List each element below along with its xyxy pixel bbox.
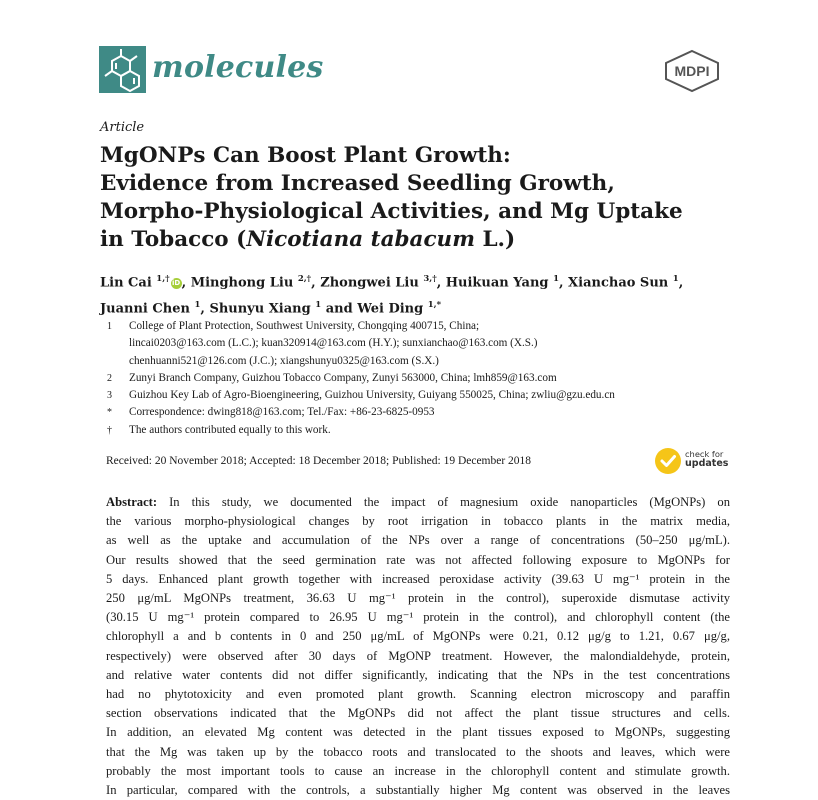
mdpi-logo <box>663 49 721 93</box>
author-name[interactable]: Xianchao Sun <box>568 275 669 291</box>
author-name[interactable]: Zhongwei Liu <box>320 275 419 291</box>
author-sup: 3,† <box>423 274 437 284</box>
author-sup: 1 <box>672 274 679 284</box>
author-list <box>100 268 720 321</box>
affiliation-line: Guizhou Key Lab of Agro-Bioengineering, Guizhou University, Guiyang 550025, China; zwliu@gzu.edu.cn <box>129 389 615 402</box>
author-sep: , <box>436 275 442 291</box>
author-sup: 2,† <box>297 274 312 284</box>
author-sup: 1 <box>315 300 322 311</box>
abstract-line: (30.15 U mg⁻¹ protein compared to 26.95 U mg⁻¹ protein in the control), and chlorophyll content (the <box>106 610 730 625</box>
article-title <box>100 142 720 254</box>
affiliation-mark: † <box>107 424 112 436</box>
abstract-line: probably the most important tools to cause an increase in the chlorophyll content and stimulate growth. <box>106 763 730 778</box>
affiliation-item <box>100 370 740 387</box>
abstract-line: had no phytotoxicity and even promoted plant growth. Scanning electron microscopy and paraffin <box>106 687 730 702</box>
abstract-line: 5 days. Enhanced plant growth together with increased peroxidase activity (39.63 U mg⁻¹ protein in the <box>106 571 730 586</box>
check-updates-icon <box>655 448 681 474</box>
author-name[interactable]: Minghong Liu <box>190 275 294 291</box>
journal-name: molecules <box>152 50 324 85</box>
author-sep: , <box>311 275 316 291</box>
title-line: MgONPs Can Boost Plant Growth: <box>100 143 511 168</box>
abstract-line: 250 μg/mL MgONPs treatment, 36.63 U mg⁻¹ protein in the control), superoxide dismutase activity <box>106 591 730 606</box>
abstract-line: Our results showed that the seed germination rate was not affected following exposure to MgONPs for <box>106 552 730 567</box>
abstract-line: In particular, compared with the controls, a substantially higher Mg content was observed in the leaves <box>106 783 730 798</box>
author-sep: , <box>200 301 205 317</box>
abstract-text: In this study, we documented the impact of magnesium oxide nanoparticles (MgONPs) on <box>157 495 730 509</box>
journal-logo-icon <box>99 46 146 93</box>
author-sep: , <box>181 275 187 291</box>
author-name[interactable]: Lin Cai <box>100 275 152 291</box>
check-updates-line1: check for <box>685 449 724 459</box>
abstract <box>106 493 730 800</box>
orcid-icon[interactable]: iD <box>172 279 181 288</box>
affiliation-line: College of Plant Protection, Southwest University, Chongqing 400715, China; <box>129 320 480 332</box>
author-sup: 1,† <box>156 274 170 284</box>
abstract-line: as well as the uptake and accumulation of the NPs over a range of concentrations (50–250 μg/mL). <box>106 533 730 548</box>
abstract-line: that the Mg was taken up by the tobacco roots and translocated to the shoots and leaves, which were <box>106 744 730 759</box>
author-sep: , <box>558 275 564 291</box>
author-name[interactable]: Shunyu Xiang <box>209 301 311 317</box>
author-sup: 1 <box>553 274 559 284</box>
abstract-line: In addition, an elevated Mg content was detected in the plant tissues exposed to MgONPs, suggesting <box>106 725 730 740</box>
author-line <box>100 268 720 294</box>
affiliation-line: Zunyi Branch Company, Guizhou Tobacco Company, Zunyi 563000, China; lmh859@163.com <box>129 371 557 384</box>
title-species: Nicotiana tabacum <box>246 227 475 252</box>
correspondence-line: Correspondence: dwing818@163.com; Tel./Fax: +86-23-6825-0953 <box>129 406 435 419</box>
abstract-line: section observations indicated that the MgONPs did not affect the plant tissue structures and cells. <box>106 706 730 721</box>
abstract-line: the various morpho-physiological changes by root irrigation in tobacco plants in the matrix media, <box>106 514 730 529</box>
author-and: and <box>325 301 353 317</box>
author-line <box>100 294 720 320</box>
author-sup: 1 <box>194 300 201 311</box>
affiliation-mark: 2 <box>107 372 112 384</box>
affiliation-line: lincai0203@163.com (L.C.); kuan320914@163.com (H.Y.); sunxianchao@163.com (X.S.) <box>129 337 538 350</box>
affiliation-item <box>100 318 740 370</box>
title-line: Morpho-Physiological Activities, and Mg Uptake <box>100 199 683 224</box>
check-updates-text <box>685 449 728 469</box>
affiliation-item <box>100 422 740 439</box>
author-name[interactable]: Huikuan Yang <box>445 275 549 291</box>
title-segment: in Tobacco ( <box>100 227 247 252</box>
author-name[interactable]: Juanni Chen <box>100 301 190 317</box>
title-line <box>100 226 720 254</box>
abstract-line: respectively) were observed after 30 days of MgONP treatment. However, the malondialdehyde, protein, <box>106 648 730 663</box>
author-sup: 1,* <box>427 300 442 311</box>
affiliation-mark: * <box>107 407 112 419</box>
affiliation-item <box>100 387 740 404</box>
abstract-line <box>106 493 730 512</box>
check-for-updates-button[interactable] <box>655 447 735 477</box>
affiliation-mark: 1 <box>107 321 112 332</box>
check-updates-line2: updates <box>685 458 729 469</box>
publication-dates: Received: 20 November 2018; Accepted: 18 December 2018; Published: 19 December 2018 <box>106 455 532 467</box>
title-line: Evidence from Increased Seedling Growth, <box>100 171 615 196</box>
abstract-line: and relative water contents did not differ significantly, indicating that the NPs in the test concentrations <box>106 667 730 682</box>
affiliations <box>100 318 740 439</box>
author-name[interactable]: Wei Ding <box>357 301 424 317</box>
abstract-label: Abstract: <box>106 495 158 509</box>
equal-contribution-note: The authors contributed equally to this work. <box>129 423 331 436</box>
affiliation-line: chenhuanni521@126.com (J.C.); xiangshunyu0325@163.com (S.X.) <box>129 354 439 367</box>
affiliation-item <box>100 404 740 421</box>
author-sep: , <box>678 275 684 291</box>
article-type: Article <box>100 120 145 135</box>
affiliation-mark: 3 <box>107 390 112 402</box>
title-segment: L.) <box>474 227 516 252</box>
abstract-line: chlorophyll a and b contents in 0 and 250 μg/mL of MgONPs were 0.21, 0.12 μg/g to 1.21, 0.67 μg/g, <box>106 629 730 644</box>
mdpi-logo-text: MDPI <box>674 63 710 79</box>
